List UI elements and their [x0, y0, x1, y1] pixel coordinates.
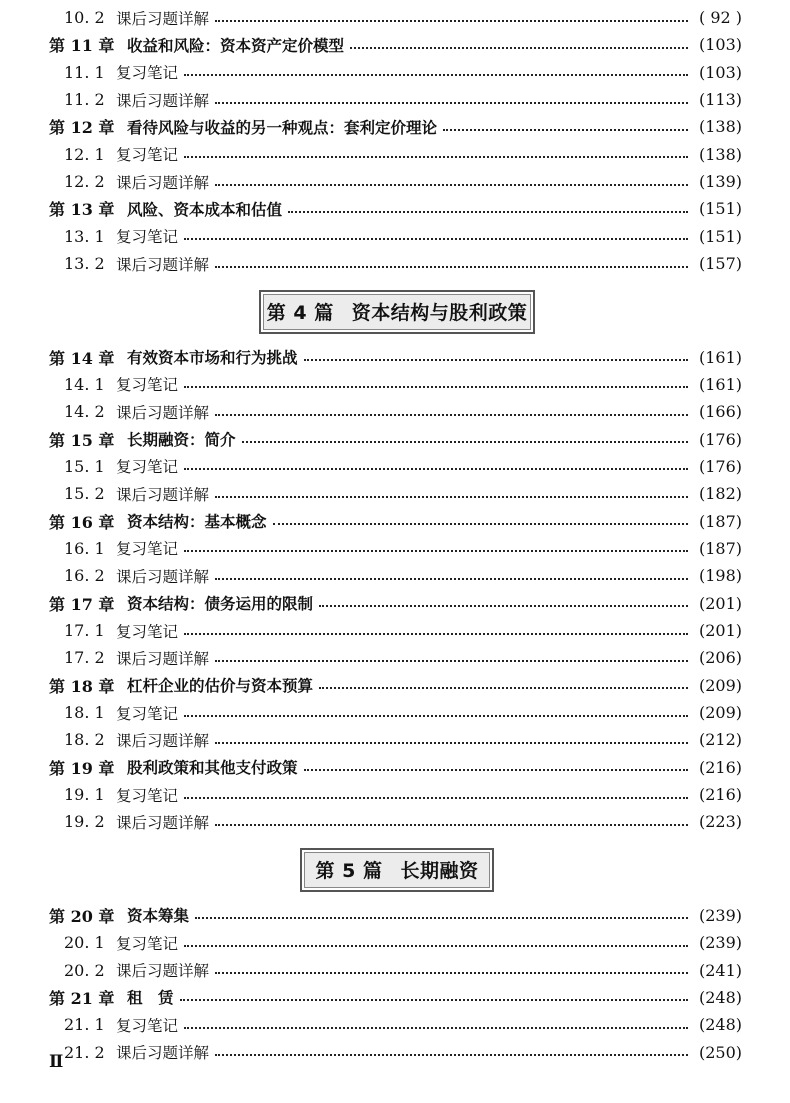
page-ref: (187)	[698, 511, 742, 531]
dot-leader	[184, 550, 688, 552]
section-title: 复习笔记	[116, 540, 179, 559]
page-ref: (223)	[698, 812, 742, 832]
chapter-number: 第 21 章	[49, 988, 115, 1008]
section-number: 15. 1	[64, 456, 105, 476]
dot-leader	[319, 605, 688, 607]
section-title: 课后习题详解	[116, 962, 210, 980]
dot-leader	[184, 945, 688, 947]
chapter-title: 有效资本市场和行为挑战	[127, 349, 298, 367]
chapter-title: 资本结构：基本概念	[127, 513, 267, 532]
chapter-title: 长期融资：简介	[127, 431, 236, 450]
section-title: 复习笔记	[116, 1016, 179, 1035]
page-ref: (157)	[698, 254, 742, 274]
page-ref: (103)	[698, 35, 742, 55]
toc-section-row[interactable]	[0, 808, 790, 835]
dot-leader	[215, 184, 688, 186]
toc-chapter-row[interactable]	[0, 508, 790, 535]
page-ref: (239)	[698, 933, 742, 953]
page-ref: (182)	[698, 484, 742, 504]
toc-section-row[interactable]	[0, 59, 790, 86]
page-ref: (198)	[698, 566, 742, 586]
chapter-number: 第 19 章	[49, 758, 115, 778]
section-title: 课后习题详解	[116, 649, 210, 668]
dot-leader	[273, 523, 688, 525]
chapter-number: 第 11 章	[49, 36, 115, 56]
page-ref: (248)	[698, 987, 742, 1007]
page-ref: (206)	[698, 648, 742, 668]
section-number: 19. 1	[64, 785, 105, 805]
page-ref: (176)	[698, 456, 742, 476]
toc-section-row[interactable]	[0, 453, 790, 480]
toc-chapter-row[interactable]	[0, 672, 790, 699]
page-ref: (239)	[698, 905, 742, 925]
dot-leader	[184, 468, 688, 470]
toc-section-row[interactable]	[0, 929, 790, 956]
page-ref: (201)	[698, 621, 742, 640]
toc-chapter-row[interactable]	[0, 984, 790, 1011]
page-ref: (151)	[698, 226, 742, 246]
section-title: 课后习题详解	[116, 567, 210, 586]
page-ref: (209)	[698, 675, 742, 695]
dot-leader	[443, 129, 688, 131]
section-title: 复习笔记	[116, 622, 179, 641]
toc-section-row[interactable]	[0, 617, 790, 644]
page-ref: (103)	[698, 62, 742, 82]
section-number: 12. 1	[64, 144, 105, 164]
page-ref: (166)	[698, 402, 742, 422]
dot-leader	[184, 156, 688, 158]
page-ref: (161)	[698, 374, 742, 394]
chapter-title: 资本筹集	[127, 907, 190, 926]
section-title: 课后习题详解	[116, 731, 210, 750]
toc-chapter-row[interactable]	[0, 590, 790, 617]
chapter-title: 股利政策和其他支付政策	[127, 759, 298, 778]
page-ref: (138)	[698, 117, 742, 137]
chapter-title: 收益和风险：资本资产定价模型	[127, 36, 345, 55]
toc-section-row[interactable]	[0, 141, 790, 168]
dot-leader	[319, 687, 688, 689]
dot-leader	[215, 414, 688, 416]
dot-leader	[242, 441, 688, 443]
dot-leader	[215, 824, 688, 826]
chapter-title: 资本结构：债务运用的限制	[127, 595, 314, 614]
page-ref: (248)	[698, 1015, 742, 1035]
part-title: 长期融资	[400, 860, 479, 883]
section-number: 13. 2	[64, 254, 105, 274]
page-ref: (139)	[698, 172, 742, 192]
section-number: 20. 2	[64, 960, 105, 980]
page-ref: (216)	[698, 785, 742, 805]
section-number: 21. 2	[64, 1042, 105, 1062]
toc-section-row[interactable]	[0, 1039, 790, 1066]
toc-chapter-row[interactable]	[0, 902, 790, 929]
dot-leader	[215, 1054, 688, 1056]
dot-leader	[215, 578, 688, 580]
dot-leader	[184, 238, 688, 240]
part-number: 第 4 篇	[266, 302, 334, 324]
part-title: 资本结构与股利政策	[351, 302, 528, 324]
chapter-number: 第 15 章	[49, 430, 115, 450]
page-ref: ( 92 )	[698, 8, 742, 27]
chapter-number: 第 20 章	[49, 906, 115, 926]
dot-leader	[215, 972, 688, 974]
toc-section-row[interactable]	[0, 726, 790, 753]
section-number: 11. 2	[64, 90, 105, 110]
section-title: 课后习题详解	[116, 485, 210, 504]
dot-leader	[215, 660, 688, 662]
toc-section-row[interactable]	[0, 168, 790, 195]
chapter-number: 第 12 章	[49, 118, 115, 138]
page-ref: (241)	[698, 960, 742, 980]
section-title: 复习笔记	[116, 704, 179, 723]
section-title: 复习笔记	[116, 64, 179, 83]
section-title: 复习笔记	[116, 786, 179, 805]
toc-chapter-row[interactable]	[0, 754, 790, 781]
chapter-title: 风险、资本成本和估值	[127, 200, 283, 219]
dot-leader	[184, 797, 688, 799]
dot-leader	[350, 47, 688, 49]
toc-section-row[interactable]	[0, 398, 790, 425]
chapter-number: 第 14 章	[49, 348, 115, 368]
section-number: 12. 2	[64, 172, 105, 192]
dot-leader	[304, 359, 688, 361]
section-number: 11. 1	[64, 62, 105, 82]
chapter-number: 第 16 章	[49, 512, 115, 532]
section-number: 13. 1	[64, 226, 105, 246]
section-number: 10. 2	[64, 8, 105, 27]
page-ref: (113)	[698, 90, 742, 110]
toc-section-row[interactable]	[0, 371, 790, 398]
toc-chapter-row[interactable]	[0, 426, 790, 453]
section-number: 15. 2	[64, 484, 105, 504]
toc-section-row[interactable]	[0, 250, 790, 277]
chapter-number: 第 17 章	[49, 594, 115, 614]
toc-section-row[interactable]	[0, 480, 790, 507]
toc-section-row[interactable]	[0, 644, 790, 671]
section-number: 19. 2	[64, 812, 105, 832]
toc-section-row[interactable]	[0, 4, 790, 31]
dot-leader	[215, 266, 688, 268]
chapter-number: 第 13 章	[49, 200, 115, 220]
dot-leader	[288, 211, 688, 213]
page-ref: (209)	[698, 703, 742, 723]
section-number: 14. 1	[64, 374, 105, 394]
section-title: 复习笔记	[116, 934, 179, 953]
toc-chapter-row[interactable]	[0, 113, 790, 140]
page-ref: (250)	[698, 1042, 742, 1062]
section-title: 课后习题详解	[116, 173, 210, 192]
dot-leader	[304, 769, 688, 771]
toc-section-row[interactable]	[0, 535, 790, 562]
part-heading	[300, 848, 494, 892]
page-ref: (176)	[698, 429, 742, 449]
page-number: Ⅱ	[49, 1052, 64, 1072]
part-number: 第 5 篇	[315, 860, 383, 883]
section-number: 18. 1	[64, 703, 105, 723]
section-number: 16. 2	[64, 566, 105, 586]
chapter-title: 杠杆企业的估价与资本预算	[127, 677, 314, 696]
dot-leader	[184, 715, 688, 717]
toc-section-row[interactable]	[0, 223, 790, 250]
section-number: 20. 1	[64, 933, 105, 953]
section-number: 14. 2	[64, 402, 105, 422]
page-ref: (201)	[698, 593, 742, 613]
toc-section-row[interactable]	[0, 781, 790, 808]
chapter-title: 看待风险与收益的另一种观点：套利定价理论	[127, 118, 438, 137]
section-title: 课后习题详解	[116, 813, 210, 832]
section-title: 课后习题详解	[116, 403, 210, 422]
dot-leader	[180, 999, 688, 1001]
part-heading	[259, 290, 535, 334]
section-number: 16. 1	[64, 538, 105, 558]
section-title: 复习笔记	[116, 458, 179, 477]
section-title: 课后习题详解	[116, 9, 210, 28]
section-title: 复习笔记	[116, 228, 179, 247]
page-ref: (161)	[698, 347, 742, 367]
section-title: 复习笔记	[116, 376, 179, 395]
dot-leader	[215, 496, 688, 498]
chapter-number: 第 18 章	[49, 676, 115, 696]
section-number: 17. 2	[64, 648, 105, 668]
page-ref: (151)	[698, 199, 742, 219]
page-ref: (216)	[698, 757, 742, 777]
section-title: 复习笔记	[116, 146, 179, 165]
dot-leader	[184, 1027, 688, 1029]
page-ref: (212)	[698, 730, 742, 750]
dot-leader	[184, 386, 688, 388]
toc-chapter-row[interactable]	[0, 31, 790, 58]
toc-chapter-row[interactable]	[0, 344, 790, 371]
section-number: 18. 2	[64, 730, 105, 750]
section-title: 课后习题详解	[116, 255, 210, 274]
toc-section-row[interactable]	[0, 699, 790, 726]
dot-leader	[184, 74, 688, 76]
toc-section-row[interactable]	[0, 562, 790, 589]
toc-chapter-row[interactable]	[0, 195, 790, 222]
toc-section-row[interactable]	[0, 1011, 790, 1038]
page-ref: (187)	[698, 538, 742, 558]
section-title: 课后习题详解	[116, 91, 210, 110]
section-number: 21. 1	[64, 1015, 105, 1035]
page-ref: (138)	[698, 144, 742, 164]
dot-leader	[184, 633, 688, 635]
dot-leader	[195, 917, 688, 919]
chapter-title: 租 赁	[127, 989, 174, 1008]
dot-leader	[215, 742, 688, 744]
dot-leader	[215, 20, 688, 22]
section-title: 课后习题详解	[116, 1044, 210, 1063]
toc-section-row[interactable]	[0, 957, 790, 984]
toc-section-row[interactable]	[0, 86, 790, 113]
section-number: 17. 1	[64, 621, 105, 640]
dot-leader	[215, 102, 688, 104]
